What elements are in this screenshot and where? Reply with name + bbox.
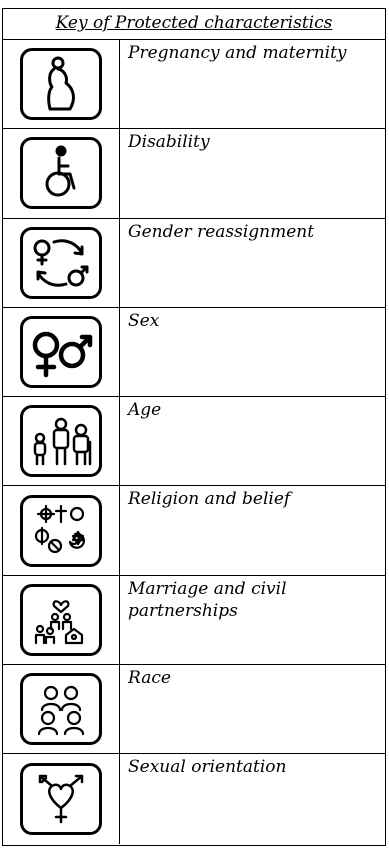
- label-marriage: Marriage and civil partnerships: [128, 578, 287, 621]
- label-pregnancy: Pregnancy and maternity: [128, 43, 347, 63]
- row-age: [3, 397, 385, 486]
- label-sex: Sex: [128, 310, 160, 331]
- label-disability: Disability: [128, 132, 210, 153]
- row-sexual-orientation: [3, 754, 385, 843]
- label-gender-reassignment: Gender reassignment: [128, 221, 315, 242]
- gender-reassignment-icon: [20, 227, 102, 299]
- row-pregnancy: [3, 40, 385, 129]
- row-marriage: [3, 576, 385, 665]
- wheelchair-icon: [20, 137, 102, 209]
- label-sexual-orientation: Sexual orientation: [128, 757, 287, 778]
- label-race: Race: [128, 668, 171, 689]
- row-gender-reassignment: [3, 219, 385, 308]
- marriage-family-icon: [20, 584, 102, 656]
- protected-characteristics-key: [2, 8, 386, 846]
- label-religion: Religion and belief: [128, 489, 291, 510]
- age-family-icon: [20, 405, 102, 477]
- female-male-icon: [20, 316, 102, 388]
- row-sex: [3, 308, 385, 397]
- characteristics-table: [3, 40, 385, 844]
- row-race: [3, 665, 385, 754]
- row-religion: [3, 486, 385, 575]
- row-disability: [3, 129, 385, 218]
- race-people-icon: [20, 673, 102, 745]
- pregnancy-icon: [20, 48, 102, 120]
- label-age: Age: [128, 400, 162, 421]
- religion-symbols-icon: [20, 495, 102, 567]
- key-title: Key of Protected characteristics: [3, 9, 385, 40]
- sexual-orientation-icon: [20, 763, 102, 835]
